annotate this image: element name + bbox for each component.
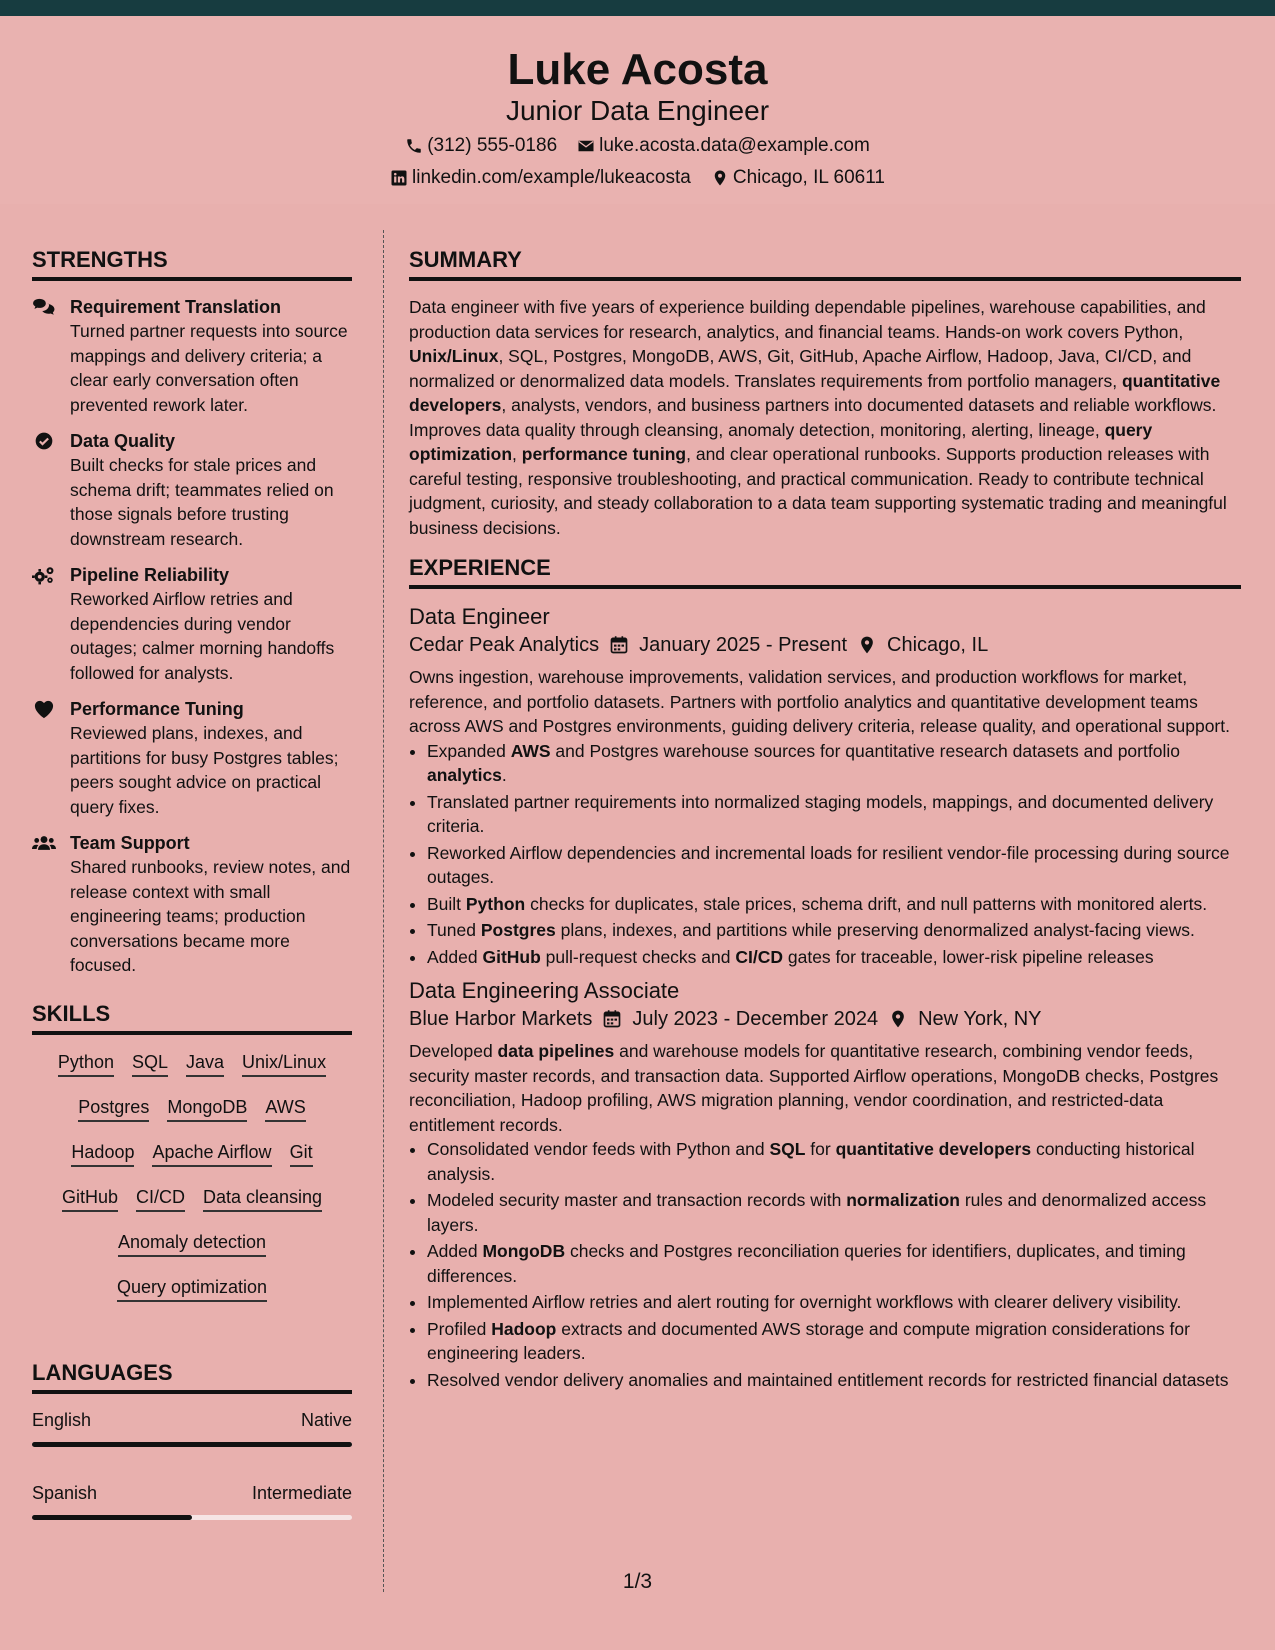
job-bullets [409,739,1241,970]
text-segment: Translated partner requirements into normalized staging models, mappings, and documented delivery criteria. [427,791,1214,836]
strength-description: Shared runbooks, review notes, and release context with small engineering teams; production conversations became more focused. [70,857,351,975]
job-location: Chicago, IL [887,634,989,656]
job-dates: January 2025 - Present [639,634,848,656]
text-segment: Reworked Airflow dependencies and incremental loads for resilient vendor-file processing during source outages. [427,842,1230,887]
strength-description: Built checks for stale prices and schema drift; teammates relied on those signals before trusting downstream research. [70,455,334,549]
language-level: Intermediate [251,1482,352,1503]
job-bullet [427,1137,1241,1186]
map-pin-icon [711,169,729,187]
users-icon [32,831,70,978]
job-bullet [427,1239,1241,1288]
skill-tag: Python [58,1049,114,1077]
check-circle-icon [32,429,70,551]
text-segment: conducting historical analysis. [427,1139,1195,1184]
contact-row-secondary [0,166,1275,190]
skill-row [32,1139,352,1184]
job-dates: July 2023 - December 2024 [632,1008,879,1030]
skill-row [32,1274,352,1319]
skill-tag: Unix/Linux [242,1049,326,1077]
bold-keyword: quantitative developers [835,1139,1032,1159]
strength-body [70,295,352,417]
text-segment: Resolved vendor delivery anomalies and maintained entitlement records for restricted financial datasets [427,1369,1229,1390]
skill-tag: Apache Airflow [152,1139,271,1167]
job-bullet [427,1290,1241,1315]
language-proficiency-fill [32,1442,352,1447]
text-segment: Owns ingestion, warehouse improvements, validation services, and production workflows for market, reference, and portfolio datasets. Partners with portfolio analytics and quantitative development teams across AWS and Postgres environments, guiding delivery criteria, release quality, and operational support. [409,667,1230,736]
text-segment: Data engineer with five years of experience building dependable pipelines, warehouse capabilities, and production data services for research, analytics, and financial teams. Hands-on work covers Python, [409,297,1206,342]
contact-row-primary [0,134,1275,158]
skill-tag: Anomaly detection [118,1229,266,1257]
text-segment: Added [427,946,483,967]
strength-description: Reworked Airflow retries and dependencies during vendor outages; calmer morning handoffs followed for analysts. [70,589,335,683]
job-entry [409,603,1241,969]
strength-item [32,429,352,551]
contact-email[interactable] [577,134,870,158]
text-segment: Profiled [427,1318,492,1339]
strength-item [32,295,352,417]
job-location: New York, NY [918,1008,1042,1030]
skill-tag: MongoDB [167,1094,247,1122]
language-name: Spanish [32,1482,98,1503]
language-row [32,1481,352,1505]
job-meta [409,631,1241,659]
skill-tag: SQL [132,1049,168,1077]
phone-icon [405,137,423,155]
bold-keyword: analytics [427,765,502,785]
job-bullet [427,945,1241,970]
text-segment: rules and denormalized access layers. [427,1190,1207,1235]
language-row [32,1408,352,1432]
map-pin-icon [857,635,877,655]
text-segment: , [512,444,522,464]
comments-icon [32,295,70,417]
strength-description: Turned partner requests into source mappings and delivery criteria; a clear early conversation often prevented rework later. [70,321,348,415]
location-text: Chicago, IL 60611 [732,167,885,188]
strengths-list [32,295,352,978]
text-segment: Consolidated vendor feeds with Python and [427,1139,770,1159]
skill-tag: Data cleansing [203,1184,322,1212]
bold-keyword: GitHub [482,946,541,967]
job-bullet [427,892,1241,917]
text-segment: Built [427,893,466,914]
text-segment: and warehouse models for quantitative research, combining vendor feeds, security master records, and transaction data. Supported Airflow operations, MongoDB checks, Postgres reconciliation, Hadoop profiling, AWS migration planning, vendor coordination, and restricted-data entitlement records. [409,1041,1219,1135]
candidate-name: Luke Acosta [507,45,768,94]
experience-heading: EXPERIENCE [409,554,1241,589]
text-segment: checks for duplicates, stale prices, schema drift, and null patterns with monitored alerts. [525,893,1208,914]
map-pin-icon [888,1009,908,1029]
text-segment: plans, indexes, and partitions while preserving denormalized analyst-facing views. [555,920,1195,940]
text-segment: checks and Postgres reconciliation queries for identifiers, duplicates, and timing differences. [427,1241,1186,1286]
text-segment: and Postgres warehouse sources for quantitative research datasets and portfolio [550,740,1180,761]
linkedin-icon [390,169,408,187]
text-segment: extracts and documented AWS storage and compute migration considerations for engineering leaders. [427,1318,1190,1363]
resume-header [0,16,1275,204]
strength-body [70,697,352,819]
job-entry [409,977,1241,1392]
column-divider [383,230,384,1592]
skill-row [32,1229,352,1274]
strength-title: Team Support [70,833,190,853]
calendar-icon [602,1009,622,1029]
job-description [409,1039,1241,1137]
job-bullets [409,1137,1241,1392]
skill-tag: Hadoop [71,1139,134,1167]
text-segment: Added [427,1241,483,1261]
bold-keyword: Unix/Linux [409,346,499,366]
languages-heading: LANGUAGES [32,1359,352,1394]
strength-item [32,697,352,819]
contact-location [711,166,885,190]
text-segment: Modeled security master and transaction records with [427,1190,847,1210]
job-description [409,665,1241,739]
text-segment: Implemented Airflow retries and alert routing for overnight workflows with clearer delivery visibility. [427,1292,1182,1312]
linkedin-text: linkedin.com/example/lukeacosta [412,167,691,188]
bold-keyword: query optimization [409,419,1153,464]
text-segment: Developed [409,1041,498,1061]
languages-list [32,1408,352,1520]
skill-tag: Postgres [78,1094,149,1122]
strength-title: Pipeline Reliability [70,565,230,585]
text-segment: Tuned [427,920,481,940]
text-segment: , SQL, Postgres, MongoDB, AWS, Git, GitHub, Apache Airflow, Hadoop, Java, CI/CD, and normalized or denormalized data models. Translates requirements from portfolio managers, [409,346,1192,391]
language-proficiency-bar [32,1442,352,1447]
job-title: Data Engineer [409,604,550,629]
strength-title: Performance Tuning [70,699,244,719]
job-company: Cedar Peak Analytics [409,634,600,656]
strength-description: Reviewed plans, indexes, and partitions for busy Postgres tables; peers sought advice on practical query fixes. [70,723,339,817]
job-meta [409,1005,1241,1033]
job-bullet [427,739,1241,788]
job-bullet [427,841,1241,890]
summary-text [409,295,1241,540]
skill-row [32,1184,352,1229]
strength-item [32,563,352,685]
job-bullet [427,790,1241,839]
skills-heading: SKILLS [32,1000,352,1035]
strength-item [32,831,352,978]
text-segment: , analysts, vendors, and business partners into documented datasets and reliable workflows. Improves data quality through cleansing, anomaly detection, monitoring, alerting, lineage, [409,395,1217,440]
skill-tag: Git [290,1139,313,1167]
page-number: 1/3 [622,1570,653,1593]
envelope-icon [577,137,595,155]
job-company: Blue Harbor Markets [409,1008,593,1030]
skill-row [32,1094,352,1139]
bold-keyword: AWS [510,740,551,761]
candidate-title: Junior Data Engineer [505,95,770,126]
gears-icon [32,563,70,685]
strength-body [70,563,352,685]
skill-tag: GitHub [62,1184,118,1212]
right-column [409,246,1241,1400]
strength-title: Data Quality [70,431,176,451]
strength-title: Requirement Translation [70,297,282,317]
skills-list [32,1049,352,1319]
job-bullet [427,1317,1241,1366]
bold-keyword: Hadoop [491,1318,557,1339]
heart-icon [32,697,70,819]
skill-tag: CI/CD [136,1184,185,1212]
language-name: English [32,1409,92,1430]
text-segment: gates for traceable, lower-risk pipeline releases [783,946,1154,967]
strength-body [70,831,352,978]
text-segment: . [501,765,507,785]
calendar-icon [609,635,629,655]
bold-keyword: SQL [769,1139,806,1159]
bold-keyword: normalization [846,1190,960,1210]
job-bullet [427,1368,1241,1393]
bold-keyword: performance tuning [521,444,687,464]
left-column [32,246,352,1554]
skill-row [32,1049,352,1094]
bold-keyword: CI/CD [735,946,783,967]
bold-keyword: MongoDB [482,1241,566,1261]
bold-keyword: Python [465,893,526,914]
strength-body [70,429,352,551]
summary-heading: SUMMARY [409,246,1241,281]
language-level: Native [300,1409,352,1430]
contact-linkedin[interactable] [390,166,691,190]
text-segment: for [805,1139,836,1159]
language-proficiency-fill [32,1515,192,1520]
bold-keyword: quantitative developers [409,370,1221,415]
language-proficiency-bar [32,1515,352,1520]
experience-list [409,603,1241,1392]
text-segment: , and clear operational runbooks. Supports production releases with careful testing, responsive troubleshooting, and practical communication. Ready to contribute technical judgment, curiosity, and steady collaboration to a data team supporting systematic trading and meaningful business decisions. [409,444,1227,538]
text-segment: pull-request checks and [540,946,736,967]
contact-phone[interactable] [405,134,557,158]
bold-keyword: data pipelines [497,1041,615,1061]
text-segment: Expanded [427,740,511,761]
strengths-heading: STRENGTHS [32,246,352,281]
email-text: luke.acosta.data@example.com [599,135,870,156]
bold-keyword: Postgres [480,920,556,940]
job-title: Data Engineering Associate [409,978,680,1003]
job-bullet [427,918,1241,943]
skill-tag: AWS [265,1094,305,1122]
top-accent-bar [0,0,1275,16]
phone-text: (312) 555-0186 [427,135,558,156]
skill-tag: Query optimization [117,1274,267,1302]
skill-tag: Java [186,1049,224,1077]
job-bullet [427,1188,1241,1237]
